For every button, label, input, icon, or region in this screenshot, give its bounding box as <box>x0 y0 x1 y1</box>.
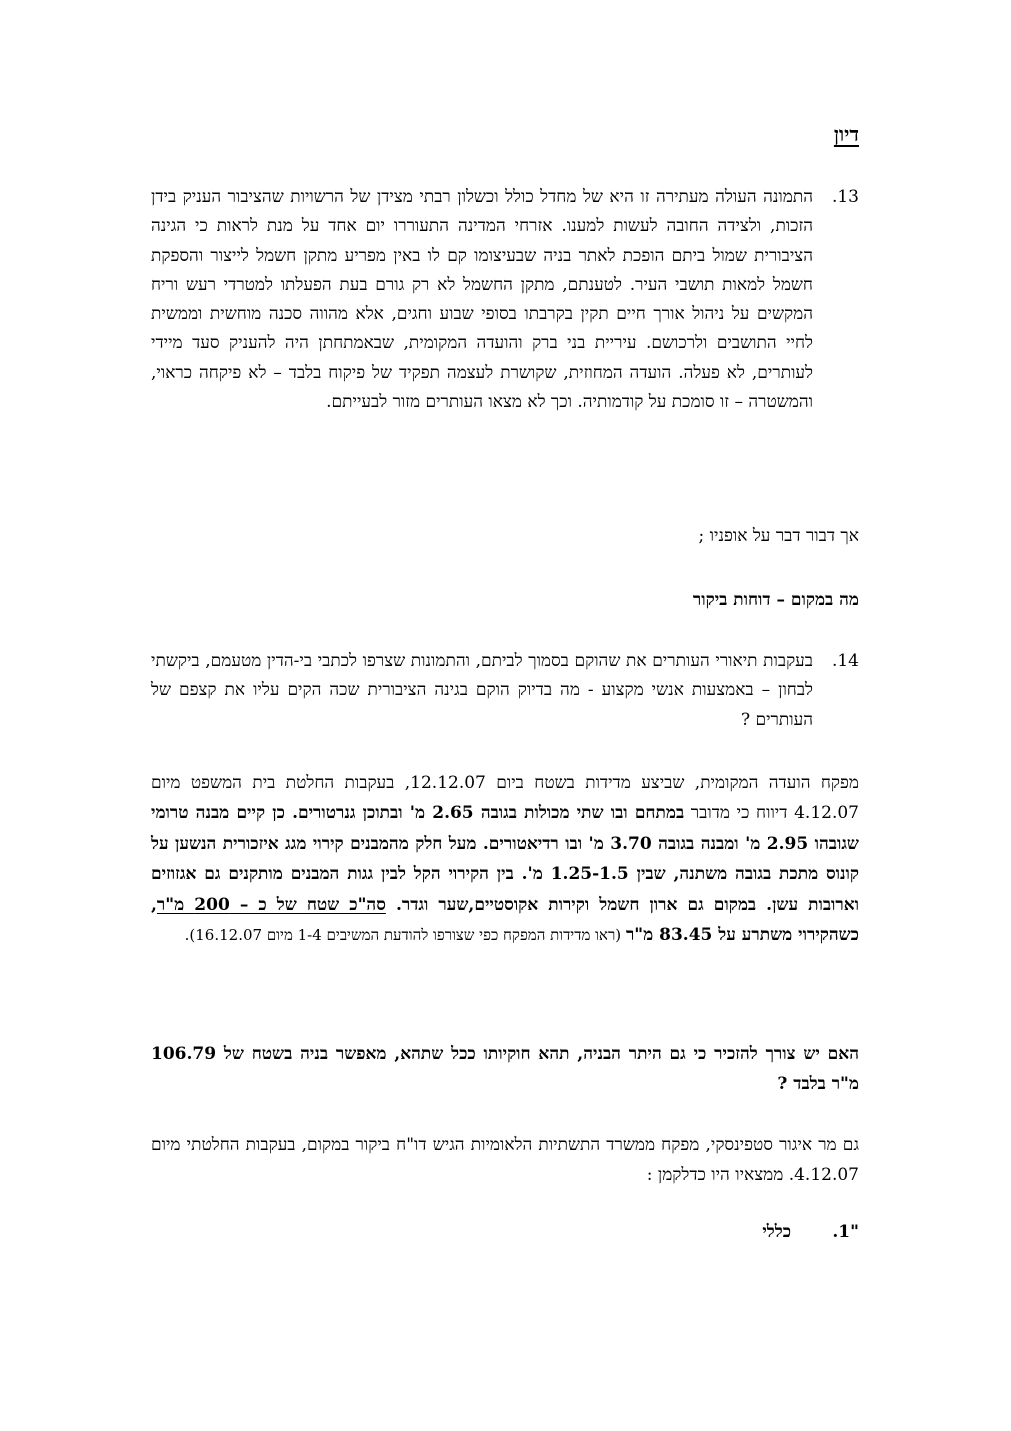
paragraph-13-number: 13. <box>831 187 859 207</box>
list-item-general <box>762 1222 859 1242</box>
section-heading: דיון <box>833 122 859 146</box>
paragraph-14-text: בעקבות תיאורי העותרים את שהוקם בסמוך לביתם, והתמונות שצרפו לכתבי בי-הדין מטעמם, ביקשתי לבחון – באמצעות אנשי מקצוע - מה בדיוק הוקם בגינה הציבורית שכה הקים עליו את קצפם של העותרים ? <box>151 651 813 730</box>
inspector-text-2: (ראו מדידות המפקח כפי שצורפו להודעת המשיבים 1-4 מיום 16.12.07). <box>184 926 626 945</box>
inspector-text-1: מפקח הועדה המקומית, שביצע מדידות בשטח ביום 12.12.07, בעקבות החלטת בית המשפט מיום 4.12.07 דיווח כי מדובר <box>151 773 860 824</box>
permit-question: האם יש צורך להזכיר כי גם היתר הבניה, תהא חוקיותו ככל שתהא, מאפשר בניה בשטח של 106.79 מ"ר בלבד ? <box>151 1044 859 1094</box>
inspector-underlined-area: סה"כ שטח של כ – 200 מ"ר <box>156 894 386 915</box>
subheading-site-reports: מה במקום – דוחות ביקור <box>692 590 859 610</box>
paragraph-14-number: 14. <box>831 651 859 671</box>
list-item-marker: "1. <box>832 1222 859 1242</box>
ministry-paragraph: גם מר איגור סטפינסקי, מפקח ממשרד התשתיות הלאומיות הגיש דו"ח ביקור במקום, בעקבות החלטתי מיום 4.12.07. ממצאיו היו כדלקמן : <box>151 1135 859 1185</box>
intro-line: אך דבור דבר על אופניו ; <box>698 526 859 546</box>
list-item-label: כללי <box>762 1222 791 1242</box>
inspector-paragraph <box>151 768 859 950</box>
inspector-bold-2: , כשהקירוי משתרע על 83.45 מ"ר <box>151 894 859 946</box>
inspector-bold-1: במתחם ובו שתי מכולות בגובה 2.65 מ' ובתוכן גנרטורים. כן קיים מבנה טרומי שגובהו 2.95 מ' ומבנה בגובה 3.70 מ' ובו רדיאטורים. מעל חלק מהמבנים קירוי מגג איזכורית הנשען על קונוס מתכת בגובה משתנה, שבין 1.25-1.5 מ'. בין הקירוי הקל לבין גגות המבנים מותקנים גם אגזוזים וארובות עשן. במקום גם ארון חשמל וקירות אקוסטיים,שער וגדר. <box>151 803 860 915</box>
paragraph-13-text: התמונה העולה מעתירה זו היא של מחדל כולל וכשלון רבתי מצידן של הרשויות שהציבור העניק בידן הזכות, ולצידה החובה לעשות למענו. אזרחי המדינה התעוררו יום אחד על מנת לראות כי הגינה הציבורית שמול ביתם הופכת לאתר בניה שבעיצומו קם לו באין מפריע מתקן חשמל לייצור והספקת חשמל למאות תושבי העיר. לטענתם, מתקן החשמל לא רק גורם בעת הפעלתו למטרדי רעש וריח המקשים על ניהול אורך חיים תקין בקרבתו בסופי שבוע וחגים, אלא מהווה סכנה מוחשית וממשית לחיי התושבים ולרכושם. עיריית בני ברק והועדה המקומית, שבאמתחתן היה להעניק סעד מיידי לעותרים, לא פעלה. הועדה המחוזית, שקושרת לעצמה תפקיד של פיקוח בלבד – לא פיקחה כראוי, והמשטרה – זו סומכת על קודמותיה. וכך לא מצאו העותרים מזור לבעייתם. <box>151 187 813 413</box>
